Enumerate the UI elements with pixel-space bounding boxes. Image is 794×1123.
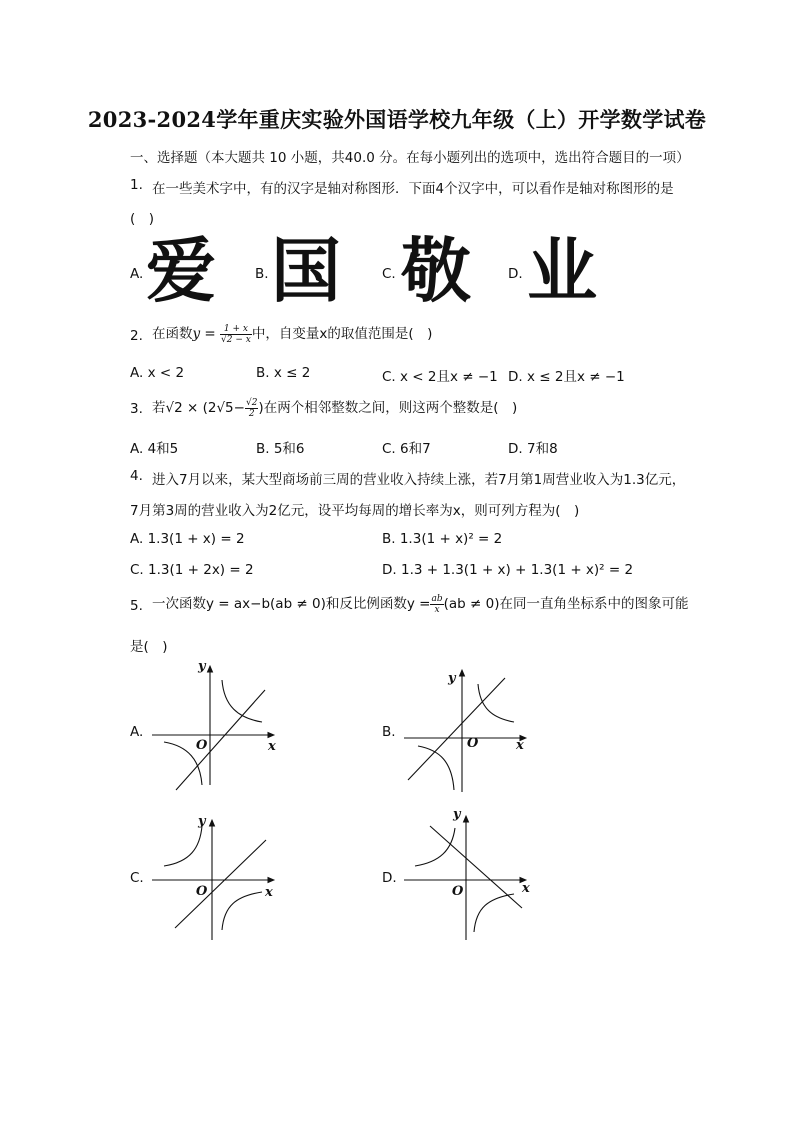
- graph-b-hyperbola-lower: [418, 746, 454, 790]
- q1-stem-line1: 在一些美术字中，有的汉字是轴对称图形．下面4个汉字中，可以看作是轴对称图形的是: [152, 181, 674, 197]
- q5-graph-a: [152, 666, 274, 790]
- graph-a-y-label: y: [198, 659, 206, 674]
- q5-number: 5.: [130, 598, 143, 614]
- graph-d-hyperbola-upper: [415, 828, 455, 866]
- q5-frac-num: ab: [431, 593, 443, 604]
- graph-b-x-label: x: [516, 738, 524, 753]
- graph-b-hyperbola-upper: [478, 684, 514, 722]
- q4-option-b: B. 1.3(1 + x)² = 2: [382, 531, 503, 547]
- q1-option-c-label: C.: [382, 266, 396, 282]
- q4-option-a: A. 1.3(1 + x) = 2: [130, 531, 245, 547]
- q5-graph-b: [404, 670, 526, 792]
- q5-option-c-label: C.: [130, 870, 144, 886]
- q5-option-a-label: A.: [130, 724, 144, 740]
- graph-b-origin-label: O: [467, 736, 479, 751]
- q5-option-b-label: B.: [382, 724, 396, 740]
- q1-option-a-char: 爱: [146, 230, 216, 312]
- q2-option-d: D. x ≤ 2且x ≠ −1: [508, 369, 625, 385]
- q3-stem-pre: 若√2 × (2√5−: [152, 400, 245, 416]
- q3-option-b: B. 5和6: [256, 441, 305, 457]
- graph-c-hyperbola-upper: [164, 826, 202, 866]
- q2-stem-post: 中，自变量x的取值范围是( ): [251, 326, 433, 342]
- q1-option-a-label: A.: [130, 266, 144, 282]
- q2-option-c: C. x < 2且x ≠ −1: [382, 369, 498, 385]
- q5-frac-den: x: [434, 604, 440, 615]
- q5-stem-pre: 一次函数y = ax−b(ab ≠ 0)和反比例函数y =: [152, 596, 431, 612]
- q1-option-d-label: D.: [508, 266, 523, 282]
- q3-option-a: A. 4和5: [130, 441, 179, 457]
- page-title: 2023-2024学年重庆实验外国语学校九年级（上）开学数学试卷: [87, 107, 707, 132]
- q4-stem-line1: 进入7月以来，某大型商场前三周的营业收入持续上涨，若7月第1周营业收入为1.3亿元，: [152, 472, 686, 488]
- q1-option-d-char: 业: [527, 230, 597, 312]
- graph-d-y-label: y: [453, 807, 461, 822]
- q4-number: 4.: [130, 468, 143, 484]
- q4-stem-line2: 7月第3周的营业收入为2亿元，设平均每周的增长率为x，则可列方程为( ): [130, 503, 580, 519]
- q2-frac-num: 1 + x: [220, 324, 252, 335]
- q2-frac-den: √2 − x: [221, 334, 251, 345]
- q5-stem-line2: 是( ): [130, 639, 168, 655]
- q2-stem-pre: 在函数: [152, 326, 193, 342]
- graph-d-line: [430, 826, 522, 908]
- q3-option-d: D. 7和8: [508, 441, 558, 457]
- q5-option-d-label: D.: [382, 870, 397, 886]
- q1-option-b-char: 国: [271, 230, 341, 312]
- q3-number: 3.: [130, 401, 143, 417]
- q1-number: 1.: [130, 177, 143, 193]
- graph-a-line: [176, 690, 265, 790]
- graph-c-line: [175, 840, 266, 928]
- graph-d-origin-label: O: [452, 884, 464, 899]
- q5-graph-d: [404, 816, 526, 940]
- q2-option-b: B. x ≤ 2: [256, 365, 311, 381]
- section-heading: 一、选择题（本大题共 10 小题，共40.0 分。在每小题列出的选项中，选出符合题目的一项）: [130, 150, 690, 166]
- graph-b-y-label: y: [448, 671, 456, 686]
- graph-d-x-label: x: [522, 881, 530, 896]
- graph-b-line: [408, 678, 505, 780]
- q1-stem-line2: ( ): [130, 211, 155, 227]
- q3-frac-num: √2: [245, 397, 258, 408]
- graph-c-x-label: x: [265, 885, 273, 900]
- q2-number: 2.: [130, 328, 143, 344]
- graph-c-origin-label: O: [196, 884, 208, 899]
- graph-a-origin-label: O: [196, 738, 208, 753]
- q4-option-d: D. 1.3 + 1.3(1 + x) + 1.3(1 + x)² = 2: [382, 562, 634, 578]
- graph-c-y-label: y: [198, 814, 206, 829]
- q3-stem-post: )在两个相邻整数之间，则这两个整数是( ): [258, 400, 518, 416]
- q2-func-lhs: y =: [192, 326, 216, 342]
- q2-option-a: A. x < 2: [130, 365, 185, 381]
- q5-stem-post: (ab ≠ 0)在同一直角坐标系中的图象可能: [443, 596, 689, 612]
- q5-graph-c: [152, 820, 274, 940]
- q3-frac-den: 2: [248, 408, 255, 419]
- graph-d-hyperbola-lower: [474, 894, 514, 932]
- q1-option-c-char: 敬: [401, 230, 471, 312]
- q3-option-c: C. 6和7: [382, 441, 431, 457]
- q1-option-b-label: B.: [255, 266, 269, 282]
- graph-c-hyperbola-lower: [222, 892, 262, 930]
- q4-option-c: C. 1.3(1 + 2x) = 2: [130, 562, 254, 578]
- graph-a-x-label: x: [268, 739, 276, 754]
